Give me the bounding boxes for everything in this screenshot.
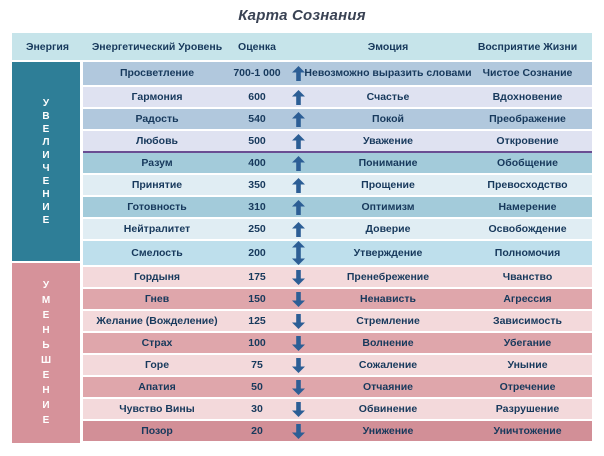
table-header [12,33,592,60]
table-row [83,267,592,289]
emotion-name: Стремление [356,314,420,327]
level-name: Смелость [131,246,183,259]
perception-name: Обобщение [497,156,558,169]
emotion-name: Уважение [362,134,414,147]
emotion-name: Обвинение [358,402,418,415]
emotion-name: Доверие [365,222,411,235]
increase-block [12,62,80,263]
score-value: 150 [248,292,266,305]
table-row [83,87,592,109]
score-value: 200 [248,246,266,259]
up-arrow-icon [283,200,313,215]
table-row [83,289,592,311]
level-name: Страх [141,336,173,349]
emotion-name: Отчаяние [362,380,413,393]
up-arrow-icon [283,112,313,127]
table-row [83,62,592,87]
decrease-label: У М Е Н Ь Ш Е Н И Е [40,280,52,426]
up-arrow-icon [283,90,313,105]
perception-name: Уныние [507,358,548,371]
perception-name: Разрушение [495,402,560,415]
emotion-name: Ненависть [360,292,416,305]
score-value: 20 [251,424,263,437]
down-arrow-icon [283,358,313,373]
table-body [12,62,592,443]
up-arrow-icon [283,222,313,237]
level-name: Нейтралитет [123,222,191,235]
score-value: 600 [248,90,266,103]
level-name: Гордыня [133,270,181,283]
perception-name: Чистое Сознание [482,67,573,79]
level-name: Гнев [144,292,170,305]
up-arrow-icon [283,178,313,193]
level-name: Любовь [135,134,178,147]
perception-name: Убегание [503,336,552,349]
emotion-name: Утверждение [353,246,423,259]
score-value: 50 [251,380,263,393]
header-energy: Энергия [25,40,70,53]
table-row [83,311,592,333]
table-row [83,421,592,441]
score-value: 400 [248,156,266,169]
table-rows [83,62,592,443]
perception-name: Уничтожение [493,424,562,437]
down-arrow-icon [283,336,313,351]
emotion-name: Оптимизм [361,200,415,213]
score-value: 540 [248,112,266,125]
consciousness-table [12,33,592,443]
perception-name: Зависимость [493,314,562,327]
emotion-name: Прощение [361,178,415,191]
perception-name: Агрессия [503,292,552,305]
header-level: Энергетический Уровень [91,40,223,53]
level-name: Желание (Вожделение) [96,314,218,327]
score-value: 125 [248,314,266,327]
score-value: 250 [248,222,266,235]
table-row [83,241,592,267]
score-value: 500 [248,134,266,147]
down-arrow-icon [283,402,313,417]
perception-name: Освобождение [488,222,567,235]
table-row [83,131,592,153]
score-value: 310 [248,200,266,213]
perception-name: Преображение [489,112,566,125]
level-name: Готовность [127,200,187,213]
table-row [83,153,592,175]
energy-direction-column [12,62,80,443]
score-value: 700-1 000 [233,67,281,79]
level-name: Принятие [131,178,183,191]
perception-name: Намерение [498,200,557,213]
score-value: 350 [248,178,266,191]
level-name: Просветление [119,67,195,79]
perception-name: Откровение [496,134,559,147]
level-name: Чувство Вины [119,402,195,415]
increase-label: У В Е Л И Ч Е Н И Е [42,97,50,226]
level-name: Радость [135,112,179,125]
perception-name: Вдохновение [492,90,563,103]
down-arrow-icon [283,314,313,329]
emotion-name: Сожаление [358,358,418,371]
header-perception: Восприятие Жизни [477,40,578,53]
score-value: 175 [248,270,266,283]
down-arrow-icon [283,424,313,439]
table-row [83,219,592,241]
header-emotion: Эмоция [367,40,409,53]
level-name: Горе [144,358,170,371]
updown-arrow-icon [283,241,313,265]
perception-name: Превосходство [487,178,568,191]
up-arrow-icon [283,156,313,171]
perception-name: Чванство [502,270,553,283]
level-name: Апатия [138,380,176,393]
emotion-name: Пренебрежение [346,270,430,283]
table-row [83,355,592,377]
down-arrow-icon [283,292,313,307]
table-row [83,175,592,197]
emotion-name: Понимание [358,156,418,169]
level-name: Разум [141,156,173,169]
emotion-name: Невозможно выразить словами [304,67,472,79]
emotion-name: Волнение [362,336,414,349]
table-row [83,333,592,355]
header-arrow-spacer [283,33,313,60]
table-row [83,109,592,131]
perception-name: Отречение [499,380,556,393]
table-row [83,399,592,421]
score-value: 30 [251,402,263,415]
table-row [83,197,592,219]
decrease-block [12,263,80,443]
emotion-name: Покой [372,112,404,125]
level-name: Гармония [131,90,183,103]
emotion-name: Счастье [366,90,410,103]
down-arrow-icon [283,270,313,285]
down-arrow-icon [283,380,313,395]
page-title: Карта Сознания [238,7,366,24]
score-value: 75 [251,358,263,371]
up-arrow-icon [283,134,313,149]
score-value: 100 [248,336,266,349]
table-row [83,377,592,399]
header-score: Оценка [238,40,276,53]
perception-name: Полномочия [494,246,561,259]
level-name: Позор [141,424,173,437]
emotion-name: Унижение [362,424,414,437]
